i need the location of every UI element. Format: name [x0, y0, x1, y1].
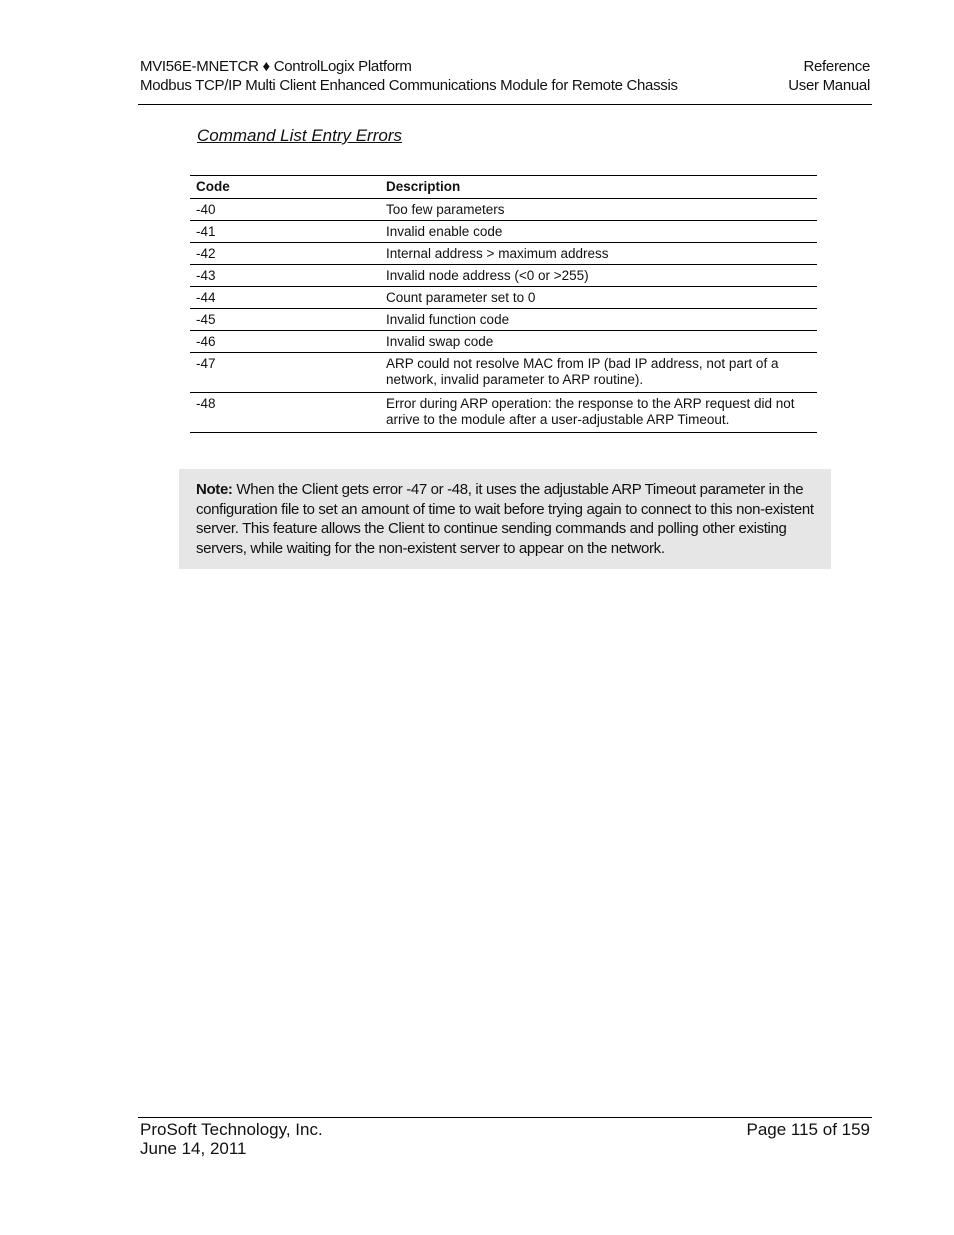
error-code: -41	[196, 224, 216, 239]
section-title: Command List Entry Errors	[197, 126, 402, 145]
page-footer	[140, 1120, 870, 1158]
header-section-label: Reference	[803, 58, 870, 75]
table-row	[190, 331, 817, 353]
header-manual-label: User Manual	[788, 77, 870, 94]
error-description: ARP could not resolve MAC from IP (bad IP address, not part of a network, invalid parameter to ARP routine).	[386, 356, 779, 387]
page-number: Page 115 of 159	[746, 1120, 870, 1139]
table-row	[190, 353, 817, 393]
error-code: -48	[196, 396, 216, 411]
error-description: Invalid node address (<0 or >255)	[386, 268, 589, 283]
error-description: Count parameter set to 0	[386, 290, 536, 305]
table-row	[190, 287, 817, 309]
error-code: -42	[196, 246, 216, 261]
error-description: Error during ARP operation: the response to the ARP request did not arrive to the module after a user-adjustable ARP Timeout.	[386, 396, 795, 427]
table-row	[190, 199, 817, 221]
footer-line-2	[140, 1139, 870, 1158]
note-box	[179, 469, 831, 569]
error-code: -44	[196, 290, 216, 305]
header-product-title: MVI56E-MNETCR ♦ ControlLogix Platform	[140, 58, 412, 75]
footer-company: ProSoft Technology, Inc.	[140, 1120, 323, 1139]
error-code: -46	[196, 334, 216, 349]
note-text: When the Client gets error -47 or -48, it uses the adjustable ARP Timeout parameter in the configuration file to set an amount of time to wait before trying again to connect to this non-existent server. This feature allows the Client to continue sending commands and polling other existing servers, while waiting for the non-existent server to appear on the network.	[196, 481, 814, 558]
header-divider	[138, 104, 872, 105]
table-row	[190, 309, 817, 331]
table-row	[190, 221, 817, 243]
error-code: -40	[196, 202, 216, 217]
table-row	[190, 265, 817, 287]
error-description: Invalid enable code	[386, 224, 503, 239]
error-code: -47	[196, 356, 216, 371]
header-line-2	[140, 76, 870, 95]
column-header-description: Description	[386, 179, 461, 194]
error-code: -45	[196, 312, 216, 327]
table-row	[190, 393, 817, 433]
page-header	[140, 57, 870, 95]
note-label: Note:	[196, 481, 233, 498]
error-code-table	[190, 175, 817, 433]
table-header-row	[190, 176, 817, 199]
error-description: Internal address > maximum address	[386, 246, 609, 261]
error-description: Invalid function code	[386, 312, 510, 327]
footer-divider	[138, 1117, 872, 1118]
footer-date: June 14, 2011	[140, 1139, 247, 1158]
error-description: Invalid swap code	[386, 334, 494, 349]
header-product-subtitle: Modbus TCP/IP Multi Client Enhanced Communications Module for Remote Chassis	[140, 77, 678, 94]
header-line-1	[140, 57, 870, 76]
footer-line-1	[140, 1120, 870, 1139]
column-header-code: Code	[196, 179, 230, 194]
error-code: -43	[196, 268, 216, 283]
table-row	[190, 243, 817, 265]
error-description: Too few parameters	[386, 202, 505, 217]
